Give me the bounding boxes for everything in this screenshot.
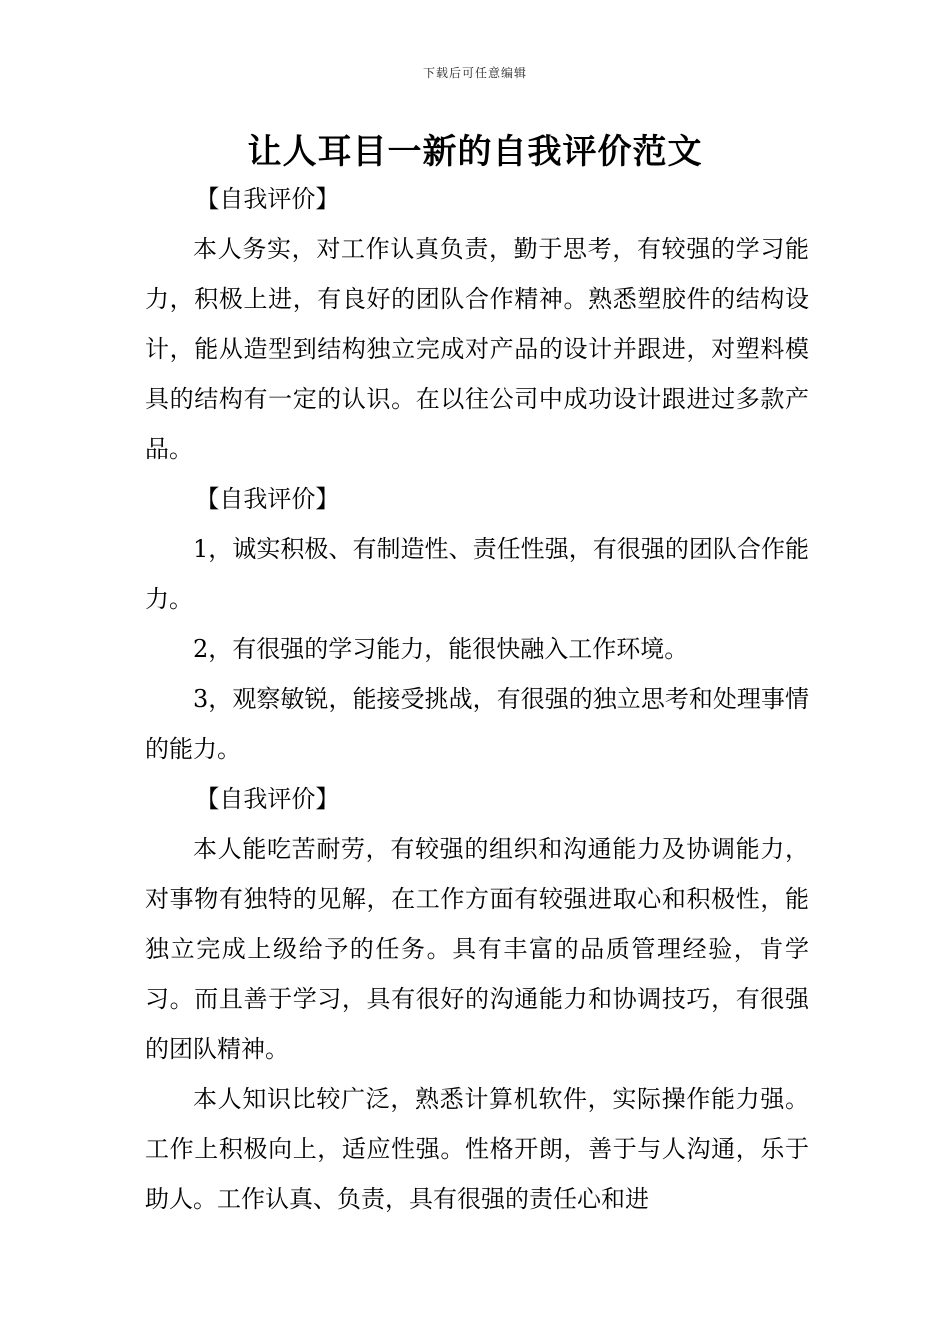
section-heading: 【自我评价】 [195,785,340,813]
paragraph: 本人务实，对工作认真负责，勤于思考，有较强的学习能力，积极上进，有良好的团队合作精神。熟悉塑胶件的结构设计，能从造型到结构独立完成对产品的设计并跟进，对塑料模具的结构有一定的认识。在以往公司中成功设计跟进过多款产品。 [145,235,809,463]
paragraph: 3，观察敏锐，能接受挑战，有很强的独立思考和处理事情的能力。 [145,685,809,763]
paragraph: 本人能吃苦耐劳，有较强的组织和沟通能力及协调能力，对事物有独特的见解，在工作方面有较强进取心和积极性，能独立完成上级给予的任务。具有丰富的品质管理经验，肯学习。而且善于学习，具有很好的沟通能力和协调技巧，有很强的团队精神。 [145,835,809,1063]
document-title: 让人耳目一新的自我评价范文 [247,132,703,172]
paragraph: 2，有很强的学习能力，能很快融入工作环境。 [193,635,689,663]
paragraph: 本人知识比较广泛，熟悉计算机软件，实际操作能力强。工作上积极向上，适应性强。性格开朗，善于与人沟通，乐于助人。工作认真、负责，具有很强的责任心和进 [145,1085,809,1213]
section-heading: 【自我评价】 [195,485,340,513]
header-note: 下载后可任意编辑 [422,66,527,80]
section-heading: 【自我评价】 [195,185,340,213]
document-body [145,174,809,1224]
paragraph: 1，诚实积极、有制造性、责任性强，有很强的团队合作能力。 [145,535,809,613]
